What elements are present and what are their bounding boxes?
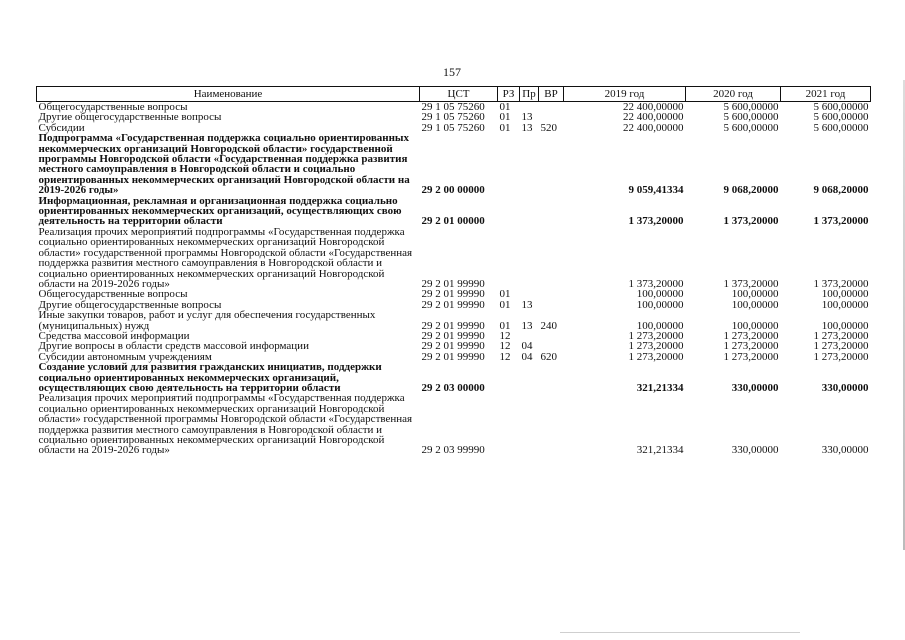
cell-y2020: 1 373,20000 <box>723 277 779 290</box>
header-name: Наименование <box>37 87 420 102</box>
cell-rz: 12 <box>499 350 511 363</box>
cell-pr <box>520 393 539 455</box>
cell-vr <box>539 227 564 289</box>
table-row <box>37 310 871 331</box>
cell-y2019: 1 273,20000 <box>628 340 684 353</box>
cell-y2021: 100,00000 <box>821 298 869 311</box>
cell-pr: 13 <box>521 121 533 134</box>
cell-rz <box>498 393 520 455</box>
cell-vr: 520 <box>540 121 557 134</box>
table-row <box>37 362 871 393</box>
cell-y2021: 9 068,20000 <box>813 184 869 197</box>
cell-code: 29 2 01 99990 <box>421 340 485 353</box>
header-2019: 2019 год <box>564 87 686 102</box>
cell-vr <box>539 102 564 113</box>
cell-y2021: 5 600,00000 <box>813 101 869 113</box>
cell-code: 29 2 01 00000 <box>421 215 485 228</box>
table-row <box>37 227 871 289</box>
cell-vr: 620 <box>540 350 557 363</box>
cell-y2020: 1 273,20000 <box>723 329 779 342</box>
table-body <box>37 102 871 456</box>
cell-y2019: 321,21334 <box>636 381 684 394</box>
cell-rz: 12 <box>499 340 511 353</box>
cell-y2020: 100,00000 <box>731 319 779 332</box>
cell-pr: 04 <box>521 340 533 353</box>
cell-name: Другие общегосударственные вопросы <box>38 111 222 124</box>
cell-vr <box>539 393 564 455</box>
cell-y2019: 100,00000 <box>636 319 684 332</box>
cell-y2019: 100,00000 <box>636 288 684 301</box>
cell-y2020: 5 600,00000 <box>723 111 779 124</box>
cell-name: Реализация прочих мероприятий подпрограммы «Государственная поддержка социально ориентированных некоммерческих организаций Новгородской области» государственной программы Новгородской области «Государственная поддержка развития местного самоуправления в Новгородской области и социально ориентированных некоммерческих организаций Новгородской области на 2019-2026 годы» <box>38 392 413 457</box>
cell-rz <box>498 196 520 227</box>
cell-y2021: 100,00000 <box>821 288 869 301</box>
cell-y2019: 22 400,00000 <box>623 101 684 113</box>
cell-name: Иные закупки товаров, работ и услуг для обеспечения государственных (муниципальных) нужд <box>38 309 376 332</box>
cell-code: 29 1 05 75260 <box>421 111 485 124</box>
cell-y2020: 1 273,20000 <box>723 350 779 363</box>
cell-name: Реализация прочих мероприятий подпрограммы «Государственная поддержка социально ориентированных некоммерческих организаций Новгородской области» государственной программы Новгородской области «Государственная поддержка развития местного самоуправления в Новгородской области и социально ориентированных некоммерческих организаций Новгородской области на 2019-2026 годы» <box>38 225 413 290</box>
cell-name: Общегосударственные вопросы <box>38 288 188 301</box>
cell-name: Средства массовой информации <box>38 329 190 342</box>
cell-name: Другие общегосударственные вопросы <box>38 298 222 311</box>
cell-vr <box>539 300 564 310</box>
cell-rz: 12 <box>499 329 511 342</box>
cell-code: 29 2 01 99990 <box>421 277 485 290</box>
cell-y2020: 100,00000 <box>731 298 779 311</box>
cell-y2020: 1 373,20000 <box>723 215 779 228</box>
cell-y2021: 330,00000 <box>821 444 869 457</box>
cell-y2021: 1 373,20000 <box>813 215 869 228</box>
scan-line <box>560 632 800 633</box>
cell-code: 29 1 05 75260 <box>421 101 485 113</box>
cell-pr: 04 <box>521 350 533 363</box>
cell-name: Создание условий для развития гражданских инициатив, поддержки социально ориентированных некоммерческих организаций, осуществляющих свою деятельность на территории области <box>38 361 382 394</box>
cell-vr <box>539 133 564 195</box>
table-row <box>37 196 871 227</box>
cell-y2019: 1 373,20000 <box>628 215 684 228</box>
cell-code: 29 2 01 99990 <box>421 288 485 301</box>
cell-vr <box>539 362 564 393</box>
cell-code: 29 2 01 99990 <box>421 329 485 342</box>
header-rz: РЗ <box>498 87 520 102</box>
table-header-row <box>37 87 871 102</box>
cell-y2019: 1 273,20000 <box>628 350 684 363</box>
header-2021: 2021 год <box>781 87 871 102</box>
cell-rz <box>498 133 520 195</box>
cell-y2019: 100,00000 <box>636 298 684 311</box>
cell-y2020: 5 600,00000 <box>723 121 779 134</box>
cell-y2021: 5 600,00000 <box>813 111 869 124</box>
cell-y2019: 1 373,20000 <box>628 277 684 290</box>
cell-name: Информационная, рекламная и организационная поддержка социально ориентированных некоммерческих организаций, осуществляющих свою деятельность на территории области <box>38 194 402 228</box>
cell-y2021: 1 273,20000 <box>813 350 869 363</box>
page-number: 157 <box>443 65 461 79</box>
cell-y2020: 5 600,00000 <box>723 101 779 113</box>
cell-name: Субсидии <box>38 121 85 134</box>
cell-rz: 01 <box>499 101 511 113</box>
cell-y2021: 1 273,20000 <box>813 340 869 353</box>
cell-name: Подпрограмма «Государственная поддержка социально ориентированных некоммерческих организаций Новгородской области» государственной программы Новгородской области «Государственная поддержка развития местного самоуправления в Новгородской области и социально ориентированных некоммерческих организаций Новгородской области на 2019-2026 годы» <box>38 132 410 197</box>
cell-name: Субсидии автономным учреждениям <box>38 350 212 363</box>
cell-pr <box>520 133 539 195</box>
budget-table <box>36 86 871 456</box>
cell-y2019: 1 273,20000 <box>628 329 684 342</box>
cell-pr <box>520 362 539 393</box>
cell-pr: 13 <box>521 319 533 332</box>
cell-rz: 01 <box>499 298 511 311</box>
cell-y2020: 9 068,20000 <box>723 184 779 197</box>
cell-y2019: 321,21334 <box>636 444 684 457</box>
cell-name: Другие вопросы в области средств массовой информации <box>38 340 309 353</box>
cell-code: 29 2 01 99990 <box>421 319 485 332</box>
cell-y2020: 330,00000 <box>731 381 779 394</box>
header-pr: Пр <box>520 87 539 102</box>
cell-code: 29 2 01 99990 <box>421 298 485 311</box>
cell-y2019: 22 400,00000 <box>623 121 684 134</box>
cell-code: 29 2 03 99990 <box>421 444 485 457</box>
cell-pr: 13 <box>521 298 533 311</box>
cell-name: Общегосударственные вопросы <box>38 101 188 113</box>
cell-y2021: 5 600,00000 <box>813 121 869 134</box>
cell-code: 29 2 03 00000 <box>421 381 485 394</box>
cell-rz <box>498 227 520 289</box>
header-vr: ВР <box>539 87 564 102</box>
cell-y2020: 100,00000 <box>731 288 779 301</box>
cell-vr <box>539 331 564 341</box>
table-row <box>37 133 871 195</box>
table-row <box>37 393 871 455</box>
cell-y2019: 22 400,00000 <box>623 111 684 124</box>
cell-pr: 13 <box>521 111 533 124</box>
cell-pr <box>520 196 539 227</box>
cell-vr <box>539 289 564 299</box>
cell-y2021: 330,00000 <box>821 381 869 394</box>
cell-rz <box>498 362 520 393</box>
cell-y2021: 1 273,20000 <box>813 329 869 342</box>
cell-vr <box>539 196 564 227</box>
cell-rz: 01 <box>499 111 511 124</box>
cell-y2020: 330,00000 <box>731 444 779 457</box>
cell-code: 29 1 05 75260 <box>421 121 485 134</box>
cell-rz: 01 <box>499 319 511 332</box>
cell-rz: 01 <box>499 121 511 134</box>
cell-rz: 01 <box>499 288 511 301</box>
cell-code: 29 2 01 99990 <box>421 350 485 363</box>
cell-vr: 240 <box>540 319 557 332</box>
cell-y2019: 9 059,41334 <box>628 184 684 197</box>
cell-y2020: 1 273,20000 <box>723 340 779 353</box>
cell-code: 29 2 00 00000 <box>421 184 485 197</box>
cell-pr <box>520 227 539 289</box>
cell-y2021: 100,00000 <box>821 319 869 332</box>
header-code: ЦСТ <box>420 87 498 102</box>
header-2020: 2020 год <box>686 87 781 102</box>
cell-y2021: 1 373,20000 <box>813 277 869 290</box>
